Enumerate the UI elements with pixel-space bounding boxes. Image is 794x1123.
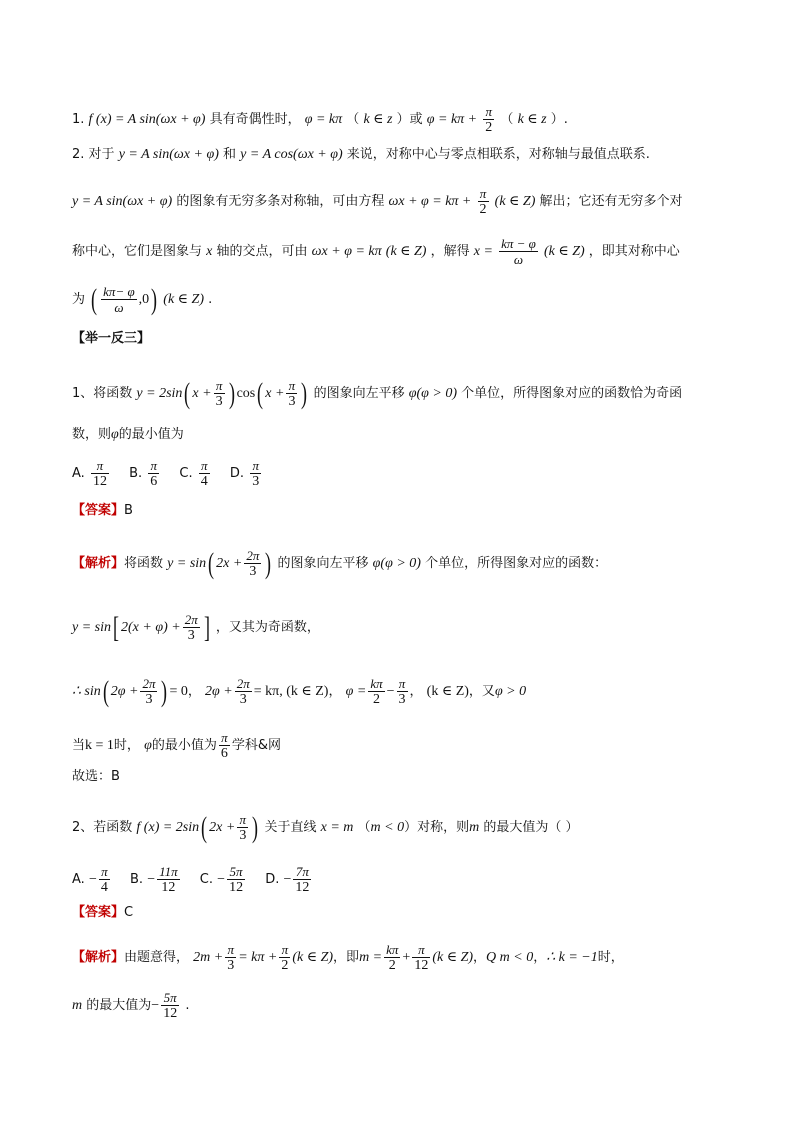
fraction: $\frac{\pi}{3}$ bbox=[239, 812, 247, 843]
option-a[interactable]: A. − $\frac{\pi}{4}$ bbox=[72, 864, 108, 895]
option-c[interactable]: C. − $\frac{5\pi}{12}$ bbox=[199, 864, 244, 895]
fraction: $\frac{\pi}{3}$ bbox=[227, 942, 235, 973]
question-1-options bbox=[72, 458, 732, 489]
analysis-1-line-1: 【解析】将函数 y = sin( 2x + $\frac{2\pi}{3}$ ) 的图象向左平移 φ(φ > 0) 个单位，所得图象对应的函数： bbox=[72, 546, 608, 580]
fraction: $\frac{2\pi}{3}$ bbox=[236, 676, 250, 707]
fraction: $\frac{k\pi- \varphi}{\omega}$ bbox=[103, 284, 135, 315]
option-b[interactable]: B. $\frac{\pi}{6}$ bbox=[129, 458, 158, 489]
question-2: 2、若函数 f (x) = 2sin( 2x + $\frac{\pi}{3}$ ) 关于直线 x = m （m < 0）对称，则m 的最大值为（ ） bbox=[72, 810, 579, 844]
symmetry-center-result: 为 ( $\frac{k\pi- \varphi}{\omega}$ ,0) (k ∈ Z) . bbox=[72, 282, 213, 316]
option-c[interactable]: C. $\frac{\pi}{4}$ bbox=[179, 458, 208, 489]
property-line-2: 2. 对于 y = A sin(ωx + φ) 和 y = A cos(ωx + φ) 来说，对称中心与零点相联系，对称轴与最值点联系. bbox=[72, 147, 650, 162]
section-title: 【举一反三】 bbox=[72, 331, 151, 346]
fraction: $\frac{\pi}{3}$ bbox=[288, 378, 296, 409]
fraction: $\frac{\pi}{2}$ bbox=[479, 186, 487, 217]
property-line-1: 1. f (x) = A sin(ωx + φ) 具有奇偶性时， φ = kπ （ k ∈ z ）或 φ = kπ + $\frac{\pi}{2}$ （ k ∈ z ）. bbox=[72, 104, 568, 135]
analysis-2-line-2: m 的最大值为− $\frac{5\pi}{12}$ . bbox=[72, 990, 190, 1021]
symmetry-center-line: 称中心，它们是图象与 x 轴的交点，可由 ωx + φ = kπ (k ∈ Z) ，解得 x = $\frac{k\pi - \varphi}{\omega}$ (k ∈ Z) ，即其对称中心 bbox=[72, 236, 680, 267]
option-d[interactable]: D. − $\frac{7\pi}{12}$ bbox=[265, 864, 310, 895]
fraction: $\frac{\pi}{2}$ bbox=[281, 942, 289, 973]
analysis-1-line-4: 当k = 1时， φ的最小值为 $\frac{\pi}{6}$ 学科&网 bbox=[72, 730, 281, 761]
option-d[interactable]: D. $\frac{\pi}{3}$ bbox=[229, 458, 260, 489]
question-1: 1、将函数 y = 2sin( x + $\frac{\pi}{3}$ ) cos( x + $\frac{\pi}{3}$ ) 的图象向左平移 φ(φ > 0) 个单位，所得图象对应的函数恰为奇函 bbox=[72, 376, 683, 410]
fraction: $\frac{\pi}{12}$ bbox=[414, 942, 429, 973]
question-2-options bbox=[72, 864, 732, 895]
fraction: $\frac{k\pi}{2}$ bbox=[386, 942, 399, 973]
answer-2: 【答案】C bbox=[72, 905, 134, 920]
question-1-cont: 数，则φ的最小值为 bbox=[72, 427, 184, 442]
analysis-1-conclusion: 故选：B bbox=[72, 769, 120, 784]
fraction: $\frac{2\pi}{3}$ bbox=[246, 548, 260, 579]
fraction: $\frac{k\pi}{2}$ bbox=[370, 676, 383, 707]
fraction: $\frac{\pi}{6}$ bbox=[220, 730, 228, 761]
symmetry-axis-line: y = A sin(ωx + φ) 的图象有无穷多条对称轴，可由方程 ωx + φ = kπ + $\frac{\pi}{2}$ (k ∈ Z) 解出；它还有无穷多个对 bbox=[72, 186, 683, 217]
analysis-2-line-1: 【解析】由题意得， 2m + $\frac{\pi}{3}$ = kπ + $\frac{\pi}{2}$ (k ∈ Z)，即m = $\frac{k\pi}{2}$ + $\frac{\pi}{12}$ (k ∈ Z)，Q m < 0，∴ k = −1时， bbox=[72, 942, 624, 973]
fraction: $\frac{\pi}{3}$ bbox=[398, 676, 406, 707]
analysis-1-line-3: ∴ sin( 2φ + $\frac{2\pi}{3}$ ) = 0， 2φ + $\frac{2\pi}{3}$ = kπ, (k ∈ Z)， φ = $\frac{k\pi}{2}$ − $\frac{\pi}{3}$ ， (k ∈ Z)，又φ > 0 bbox=[72, 674, 527, 708]
answer-1: 【答案】B bbox=[72, 503, 133, 518]
fraction: $\frac{5\pi}{12}$ bbox=[163, 990, 178, 1021]
option-b[interactable]: B. − $\frac{11\pi}{12}$ bbox=[129, 864, 178, 895]
fraction: $\frac{\pi}{3}$ bbox=[215, 378, 223, 409]
fraction: $\frac{\pi}{2}$ bbox=[485, 104, 493, 135]
analysis-1-line-2: y = sin[ 2(x + φ) + $\frac{2\pi}{3}$ ] ，又其为奇函数， bbox=[72, 610, 320, 644]
fraction: $\frac{2\pi}{3}$ bbox=[184, 612, 198, 643]
fraction: $\frac{2\pi}{3}$ bbox=[142, 676, 156, 707]
fraction: $\frac{k\pi - \varphi}{\omega}$ bbox=[501, 236, 536, 267]
option-a[interactable]: A. $\frac{\pi}{12}$ bbox=[72, 458, 107, 489]
